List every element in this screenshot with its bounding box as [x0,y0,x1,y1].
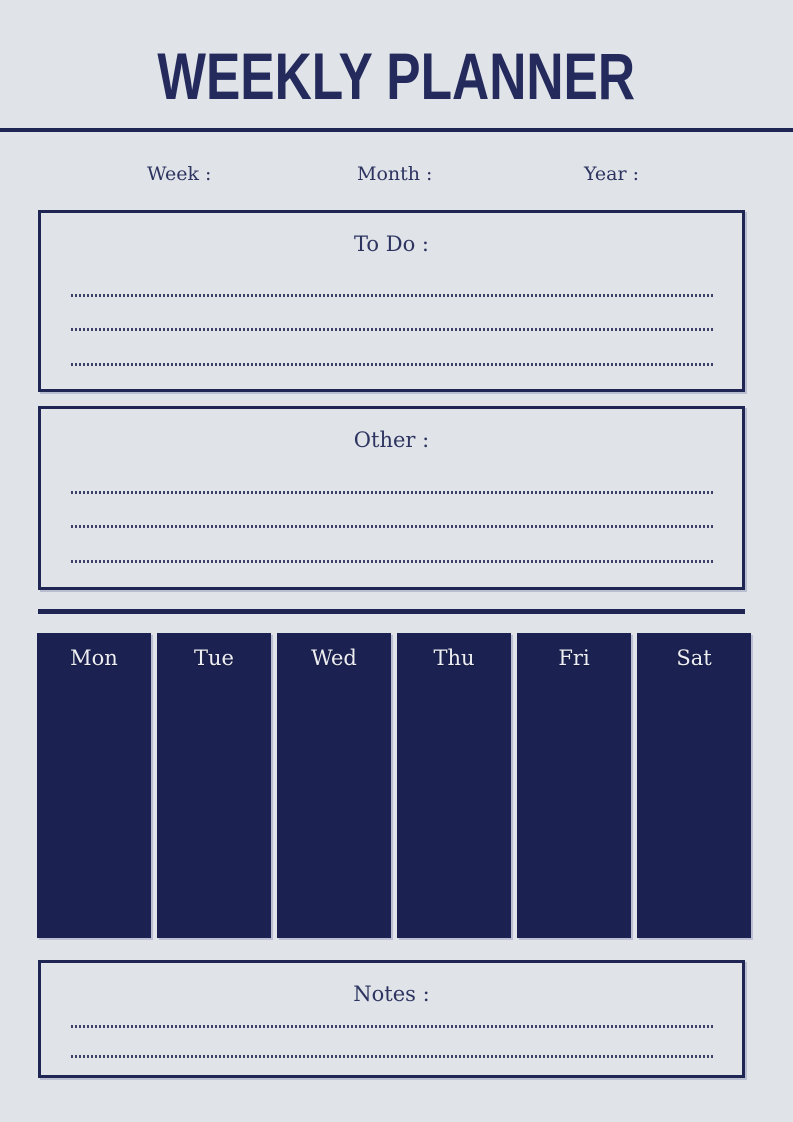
write-in-line [71,560,714,563]
header [0,39,793,113]
day-label: Fri [558,646,590,670]
write-in-line [71,525,714,528]
day-column-mon [37,633,151,938]
day-column-tue [157,633,271,938]
day-label: Thu [433,646,475,670]
notes-write-in-lines [41,963,742,1075]
todo-box [38,210,745,392]
year-field-label: Year : [584,163,639,185]
write-in-line [71,1055,714,1058]
section-divider [38,609,745,614]
day-label: Wed [311,646,357,670]
week-field-label: Week : [147,163,212,185]
header-divider [0,128,793,132]
notes-title: Notes : [353,982,430,1006]
write-in-line [71,491,714,494]
other-box [38,406,745,590]
day-label: Sat [676,646,712,670]
week-grid [37,633,751,938]
month-field-label: Month : [357,163,433,185]
write-in-line [71,294,714,297]
todo-write-in-lines [41,213,742,389]
day-label: Tue [194,646,234,670]
day-label: Mon [70,646,118,670]
write-in-line [71,328,714,331]
todo-title: To Do : [354,232,429,256]
write-in-line [71,363,714,366]
day-column-thu [397,633,511,938]
day-column-wed [277,633,391,938]
write-in-line [71,1025,714,1028]
notes-box [38,960,745,1078]
other-title: Other : [353,428,430,452]
day-column-fri [517,633,631,938]
page-title: WEEKLY PLANNER [157,39,636,113]
day-column-sat [637,633,751,938]
other-write-in-lines [41,409,742,587]
header-fields [0,162,793,188]
